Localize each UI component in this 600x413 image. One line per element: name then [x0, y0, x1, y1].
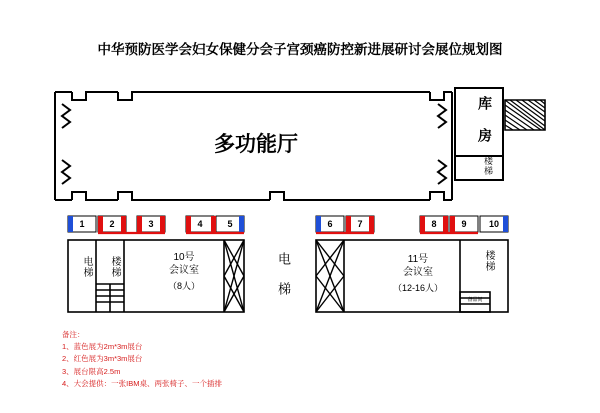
room-label-small-box-right: 备品间 [467, 297, 483, 303]
booth-number[interactable]: 1 [79, 219, 85, 229]
room-label-11-sub: 会议室 [403, 267, 433, 278]
booth-number[interactable]: 7 [357, 219, 363, 229]
room-label-stairs-right: 楼梯 [483, 250, 494, 272]
room-label-stairs-left: 楼梯 [109, 256, 120, 278]
note-line: 2、红色展为3m*3m展台 [62, 354, 143, 364]
room-label-11-name: 11号 [407, 254, 429, 265]
room-label-hall: 多功能厅 [214, 133, 298, 156]
room-label-elevator-left: 电梯 [81, 256, 92, 278]
room-label-10-capacity: （8人） [167, 281, 200, 291]
room-label-storage-stairs: 楼梯 [483, 156, 493, 176]
note-line: 3、展台限高2.5m [62, 366, 121, 376]
room-label-10-name: 10号 [173, 252, 195, 263]
note-line: 4、大会提供：一张IBM桌、两张椅子、一个插排 [62, 378, 223, 388]
booth-number[interactable]: 5 [227, 219, 233, 229]
page-title: 中华预防医学会妇女保健分会子宫颈癌防控新进展研讨会展位规划图 [97, 42, 503, 57]
booth-number[interactable]: 9 [461, 219, 467, 229]
room-label-10-sub: 会议室 [169, 265, 199, 276]
legend-notes [62, 329, 222, 390]
room-label-storage: 库 房 [477, 96, 493, 143]
booth-number[interactable]: 4 [197, 219, 203, 229]
booth-number[interactable]: 6 [327, 219, 333, 229]
booth-number[interactable]: 2 [109, 219, 115, 229]
room-label-elevator-center: 电 梯 [276, 252, 291, 296]
notes-header: 备注： [62, 330, 85, 339]
booth-number[interactable]: 10 [488, 219, 499, 229]
booth-number[interactable]: 8 [431, 219, 437, 229]
booth-number[interactable]: 3 [148, 219, 154, 229]
room-label-11-capacity: （12-16人） [392, 283, 444, 293]
note-line: 1、蓝色展为2m*3m展台 [62, 342, 143, 352]
